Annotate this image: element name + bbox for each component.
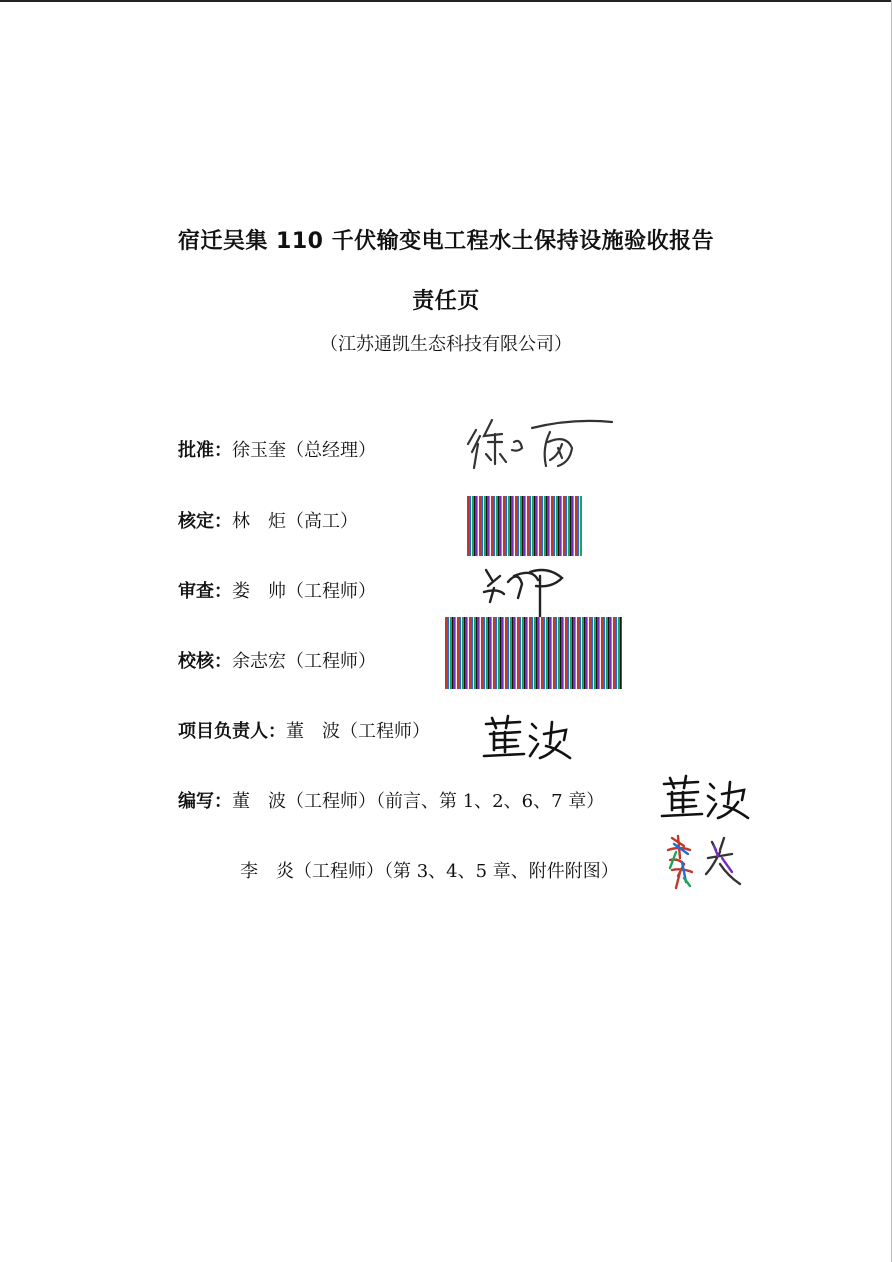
top-border <box>0 0 892 2</box>
lead-signature <box>480 710 575 762</box>
lead-label: 项目负责人： <box>178 721 286 742</box>
approve-label: 批准： <box>178 440 232 461</box>
check-label: 校核： <box>178 651 232 672</box>
review-person: 娄 帅（工程师） <box>232 581 376 602</box>
approve-row <box>178 436 376 462</box>
verify-signature-image <box>467 496 582 556</box>
lead-row <box>178 717 430 743</box>
author2-row <box>240 857 619 883</box>
lead-person: 董 波（工程师） <box>286 721 430 742</box>
author2-signature <box>662 828 750 894</box>
check-row <box>178 647 376 673</box>
review-row <box>178 577 376 603</box>
page-heading: 责任页 <box>412 289 480 314</box>
approve-signature <box>462 408 620 474</box>
author2-person: 李 炎（工程师）（第 3、4、5 章、附件附图） <box>240 861 619 882</box>
author1-person: 董 波（工程师）（前言、第 1、2、6、7 章） <box>232 791 605 812</box>
check-signature-image <box>445 617 622 689</box>
author1-signature <box>658 770 753 822</box>
check-person: 余志宏（工程师） <box>232 651 376 672</box>
review-label: 审查： <box>178 581 232 602</box>
author1-row <box>178 787 604 813</box>
author1-label: 编写： <box>178 791 232 812</box>
verify-person: 林 炬（高工） <box>232 511 358 532</box>
approve-person: 徐玉奎（总经理） <box>232 440 376 461</box>
verify-row <box>178 507 358 533</box>
report-title: 宿迁吴集 110 千伏输变电工程水土保持设施验收报告 <box>177 229 715 254</box>
verify-label: 核定： <box>178 511 232 532</box>
company-name: （江苏通凯生态科技有限公司） <box>320 334 572 355</box>
